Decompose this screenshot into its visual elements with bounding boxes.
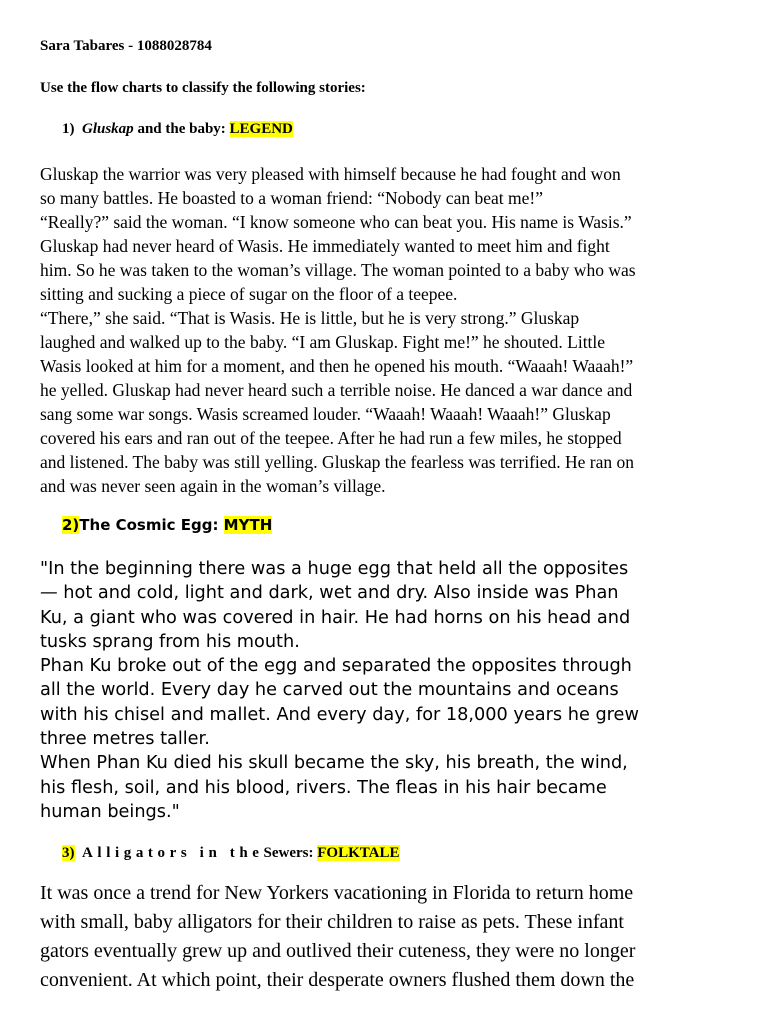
story-3-title: Sewers:	[263, 845, 318, 861]
instructions-line: Use the flow charts to classify the following stories:	[40, 80, 366, 96]
text-line: sitting and sucking a piece of sugar on the floor of a teepee.	[40, 284, 458, 304]
text-line: Ku, a giant who was covered in hair. He had horns on his head and	[40, 607, 631, 628]
story-2-classification: MYTH	[223, 516, 273, 534]
text-line: three metres taller.	[40, 729, 210, 750]
text-line: “There,” she said. “That is Wasis. He is little, but he is very strong.” Gluskap	[40, 308, 580, 328]
text-line: Gluskap the warrior was very pleased with himself because he had fought and won	[40, 164, 621, 184]
story-1-classification: LEGEND	[229, 121, 293, 137]
story-2-heading	[62, 516, 272, 534]
text-line: covered his ears and ran out of the teepee. After he had run a few miles, he stopped	[40, 428, 622, 448]
story-2-number: 2)	[62, 516, 80, 534]
text-line: tusks sprang from his mouth.	[40, 631, 300, 652]
text-line: human beings."	[40, 801, 180, 822]
author-line: Sara Tabares - 1088028784	[40, 38, 212, 54]
story-3-classification: FOLKTALE	[317, 845, 400, 861]
story-1-title: and the baby:	[133, 121, 230, 137]
text-line: with small, baby alligators for their children to raise as pets. These infant	[40, 911, 624, 933]
text-line: “Really?” said the woman. “I know someone who can beat you. His name is Wasis.”	[40, 212, 632, 232]
text-line: and was never seen again in the woman’s village.	[40, 476, 386, 496]
text-line: It was once a trend for New Yorkers vacationing in Florida to return home	[40, 882, 634, 904]
story-3-text	[40, 879, 635, 995]
story-1-title-italic: Gluskap	[82, 121, 134, 137]
text-line: laughed and walked up to the baby. “I am Gluskap. Fight me!” he shouted. Little	[40, 332, 606, 352]
text-line: and listened. The baby was still yelling. Gluskap the fearless was terrified. He ran on	[40, 452, 635, 472]
story-1-heading	[62, 121, 293, 138]
story-1-number: 1)	[62, 121, 75, 137]
story-3-number: 3)	[62, 845, 75, 861]
text-line: sang some war songs. Wasis screamed louder. “Waaah! Waaah! Waaah!” Gluskap	[40, 404, 611, 424]
text-line: him. So he was taken to the woman’s village. The woman pointed to a baby who was	[40, 260, 636, 280]
text-line: Gluskap had never heard of Wasis. He immediately wanted to meet him and fight	[40, 236, 610, 256]
story-2-title: The Cosmic Egg:	[79, 516, 224, 534]
text-line: When Phan Ku died his skull became the sky, his breath, the wind,	[40, 753, 628, 774]
story-1-text	[40, 162, 636, 498]
text-line: he yelled. Gluskap had never heard such a terrible noise. He danced a war dance and	[40, 380, 633, 400]
text-line: with his chisel and mallet. And every day, for 18,000 years he grew	[40, 704, 639, 725]
text-line: convenient. At which point, their desperate owners flushed them down the	[40, 969, 635, 991]
story-3-heading	[62, 845, 400, 862]
story-2-text	[40, 557, 639, 824]
text-line: — hot and cold, light and dark, wet and dry. Also inside was Phan	[40, 583, 619, 604]
text-line: so many battles. He boasted to a woman friend: “Nobody can beat me!”	[40, 188, 543, 208]
text-line: all the world. Every day he carved out the mountains and oceans	[40, 680, 619, 701]
story-3-title-spaced: Alligators in the	[82, 845, 264, 861]
text-line: Wasis looked at him for a moment, and then he opened his mouth. “Waaah! Waaah!”	[40, 356, 634, 376]
text-line: gators eventually grew up and outlived their cuteness, they were no longer	[40, 940, 636, 962]
text-line: Phan Ku broke out of the egg and separated the opposites through	[40, 656, 632, 677]
text-line: "In the beginning there was a huge egg that held all the opposites	[40, 559, 629, 579]
text-line: his flesh, soil, and his blood, rivers. The fleas in his hair became	[40, 777, 607, 798]
